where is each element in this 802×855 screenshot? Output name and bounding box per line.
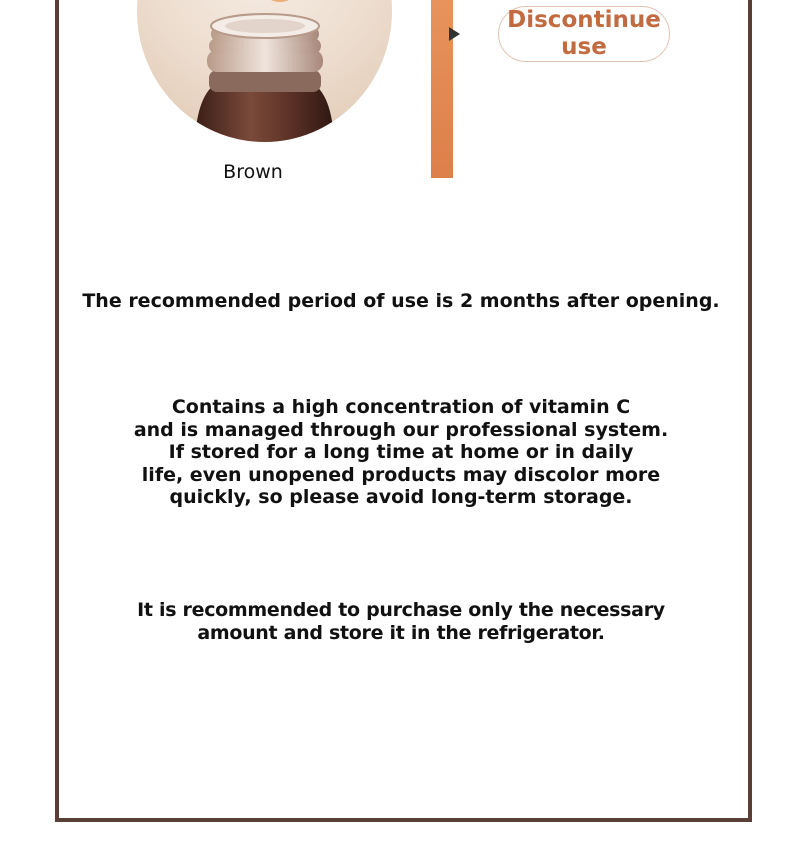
refrigeration-recommendation-text: It is recommended to purchase only the necessary amount and store it in the refrigerator. [137, 599, 665, 644]
bottle-color-label: Brown [223, 161, 283, 183]
arrow-right-icon [449, 27, 460, 41]
usage-period-text: The recommended period of use is 2 months after opening. [82, 290, 720, 312]
storage-warning-text: Contains a high concentration of vitamin C and is managed through our professional system. If stored for a long time at home or in daily life, even unopened products may discolor more quickly, so please avoid long-term storage. [133, 396, 669, 508]
bottle-image [137, 0, 392, 142]
discontinue-use-badge: Discontinue use [498, 6, 670, 62]
